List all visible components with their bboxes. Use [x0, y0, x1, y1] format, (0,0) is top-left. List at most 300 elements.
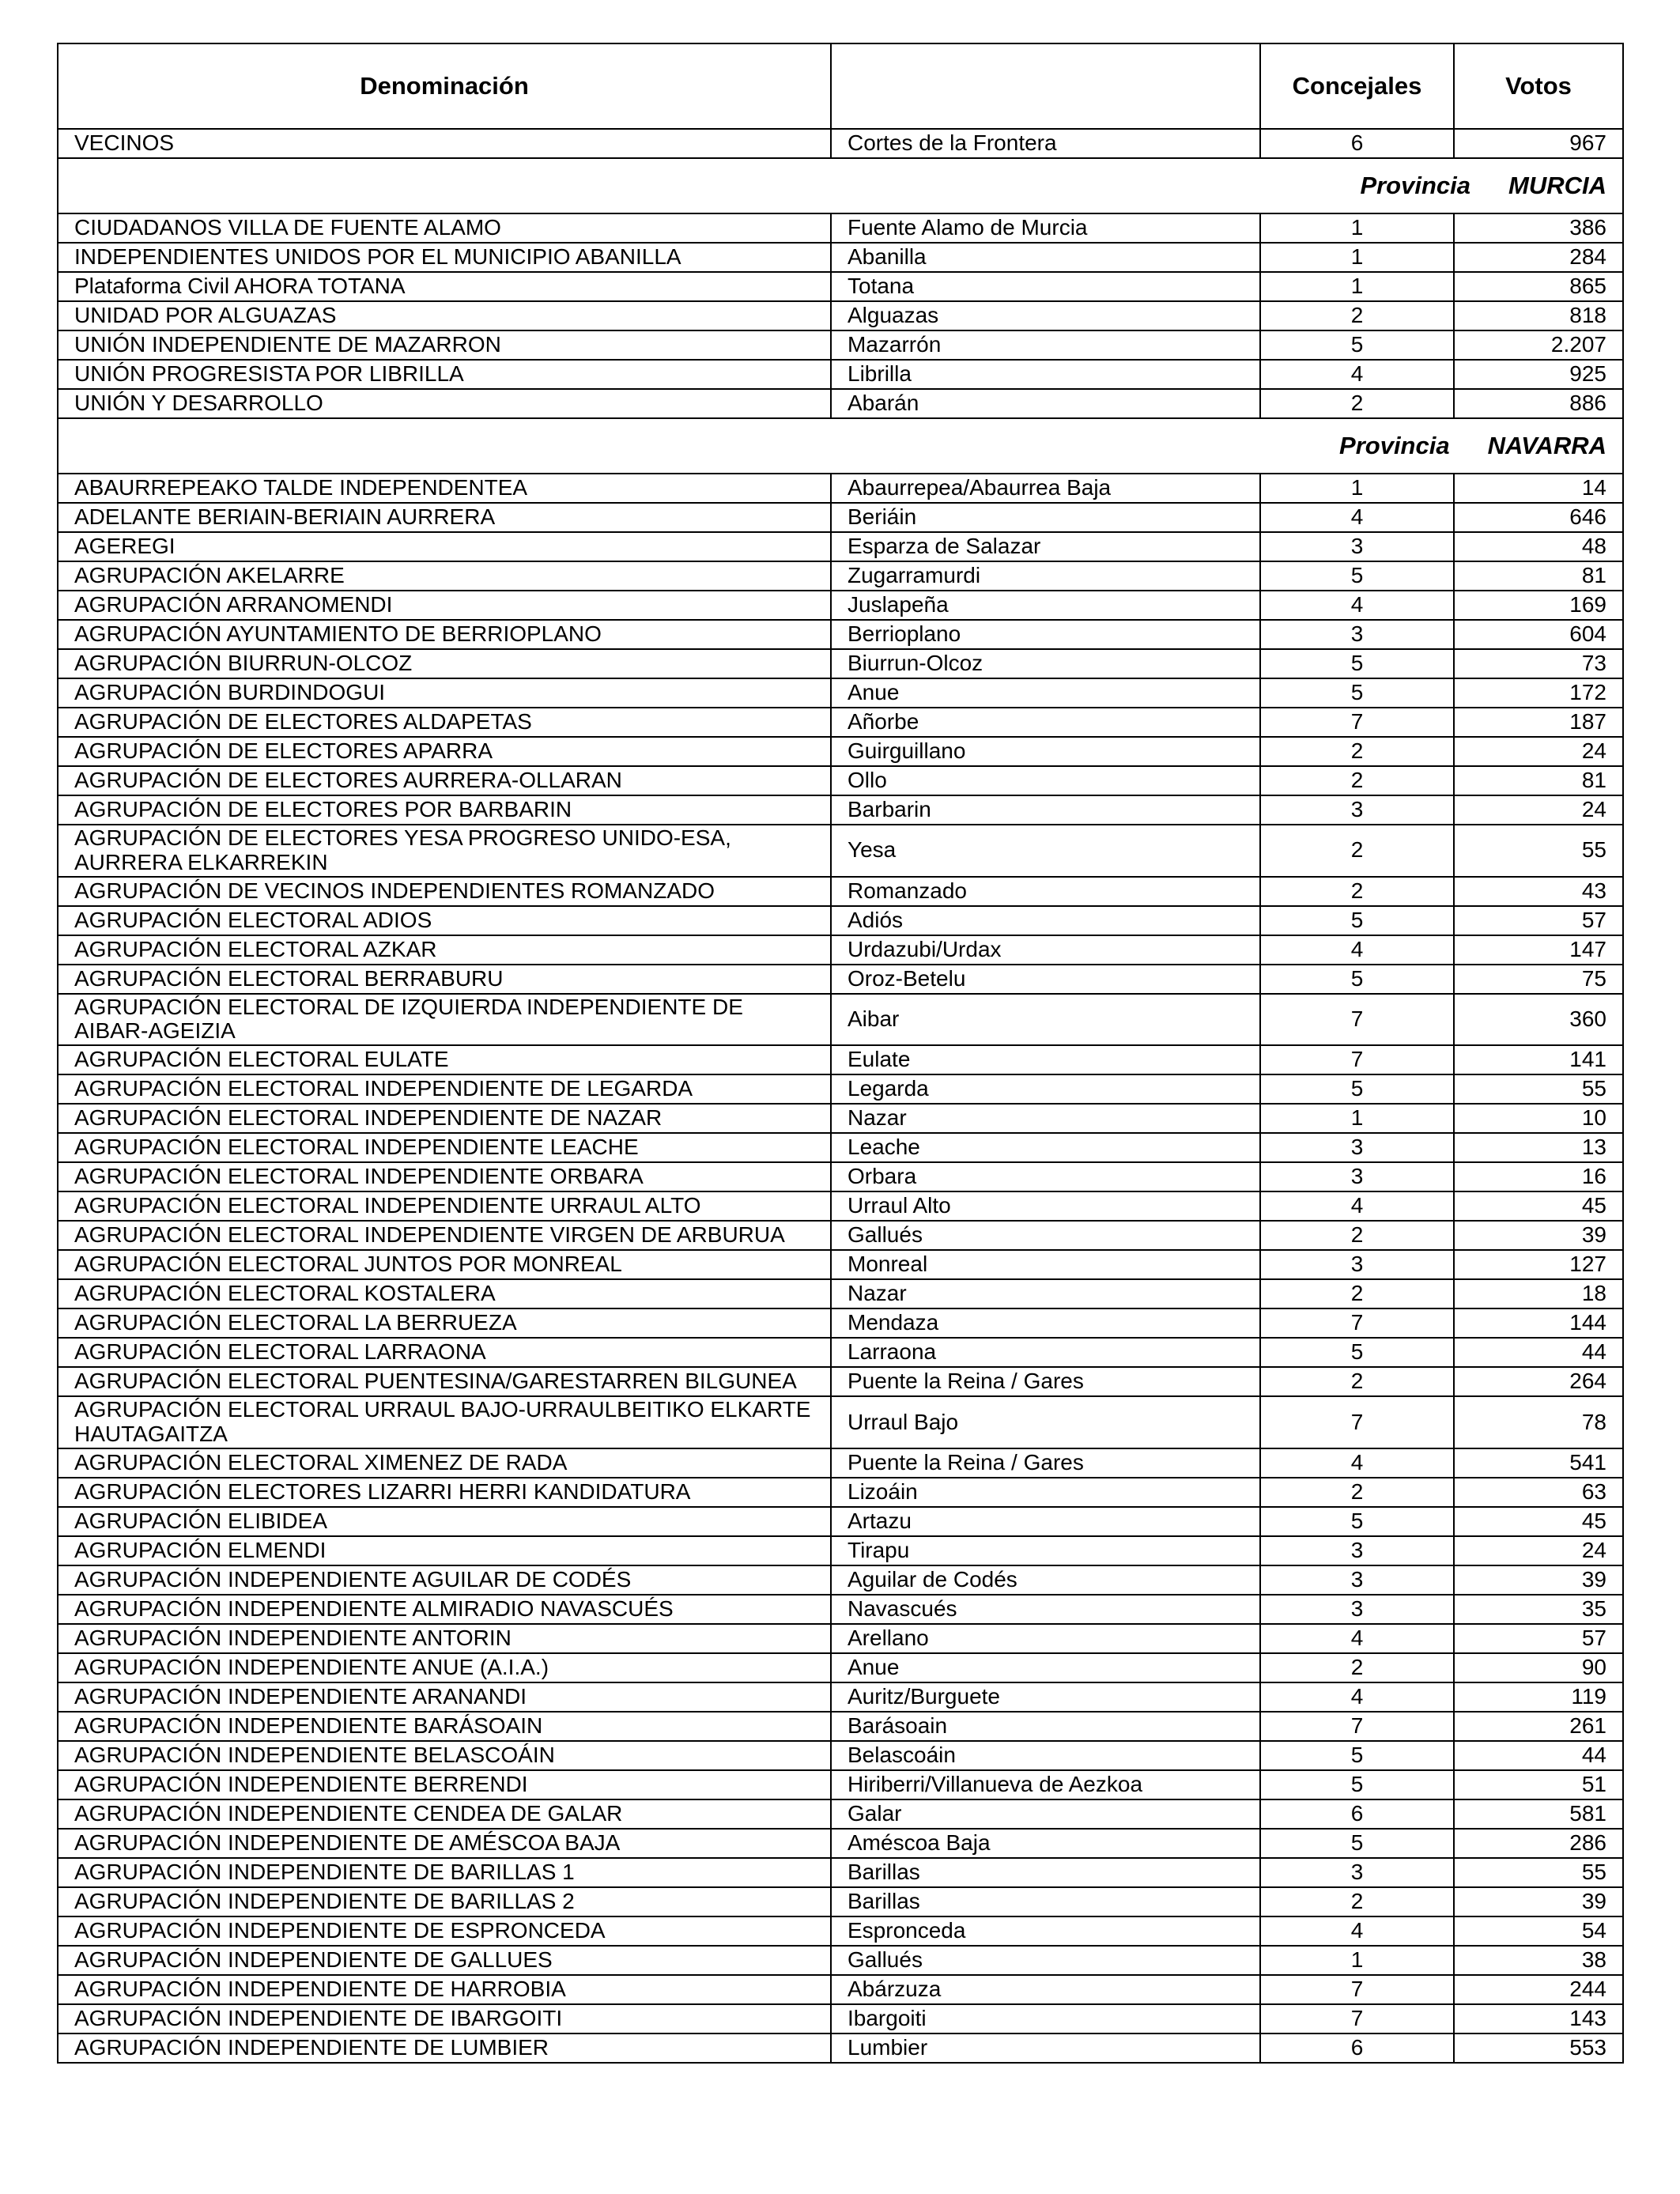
- councillors-cell: 5: [1260, 1770, 1454, 1799]
- votes-cell: 147: [1454, 935, 1623, 965]
- party-name-cell: UNIDAD POR ALGUAZAS: [58, 301, 831, 330]
- party-name-cell: AGRUPACIÓN ELMENDI: [58, 1536, 831, 1565]
- councillors-cell: 1: [1260, 1946, 1454, 1975]
- municipality-cell: Abárzuza: [831, 1975, 1260, 2004]
- party-name-cell: AGRUPACIÓN INDEPENDIENTE DE HARROBIA: [58, 1975, 831, 2004]
- table-row: [58, 532, 1623, 561]
- councillors-cell: 2: [1260, 1653, 1454, 1682]
- councillors-cell: 3: [1260, 1133, 1454, 1162]
- votes-cell: 10: [1454, 1104, 1623, 1133]
- votes-cell: 553: [1454, 2034, 1623, 2063]
- table-row: [58, 994, 1623, 1046]
- municipality-cell: Auritz/Burguete: [831, 1682, 1260, 1712]
- councillors-cell: 3: [1260, 1858, 1454, 1887]
- municipality-cell: Eulate: [831, 1045, 1260, 1074]
- councillors-cell: 2: [1260, 301, 1454, 330]
- councillors-cell: 1: [1260, 272, 1454, 301]
- party-name-cell: AGRUPACIÓN ELECTORAL INDEPENDIENTE ORBARA: [58, 1162, 831, 1191]
- table-row: [58, 389, 1623, 418]
- councillors-cell: 5: [1260, 330, 1454, 360]
- municipality-cell: Beriáin: [831, 503, 1260, 532]
- municipality-cell: Lizoáin: [831, 1478, 1260, 1507]
- table-row: [58, 1858, 1623, 1887]
- votes-cell: 48: [1454, 532, 1623, 561]
- councillors-cell: 5: [1260, 906, 1454, 935]
- table-row: [58, 1595, 1623, 1624]
- votes-cell: 18: [1454, 1279, 1623, 1308]
- table-body: [58, 129, 1623, 2063]
- party-name-cell: AGRUPACIÓN ELECTORAL KOSTALERA: [58, 1279, 831, 1308]
- table-row: [58, 2034, 1623, 2063]
- table-row: [58, 1191, 1623, 1221]
- municipality-cell: Oroz-Betelu: [831, 965, 1260, 994]
- party-name-cell: AGRUPACIÓN DE ELECTORES ALDAPETAS: [58, 708, 831, 737]
- party-name-cell: AGRUPACIÓN INDEPENDIENTE DE BARILLAS 2: [58, 1887, 831, 1916]
- votes-cell: 39: [1454, 1565, 1623, 1595]
- councillors-cell: 4: [1260, 935, 1454, 965]
- table-row: [58, 2004, 1623, 2034]
- table-row: [58, 1367, 1623, 1396]
- party-name-cell: AGRUPACIÓN INDEPENDIENTE DE IBARGOITI: [58, 2004, 831, 2034]
- municipality-cell: Larraona: [831, 1338, 1260, 1367]
- votes-cell: 81: [1454, 561, 1623, 591]
- municipality-cell: Librilla: [831, 360, 1260, 389]
- table-row: [58, 1104, 1623, 1133]
- councillors-cell: 7: [1260, 1045, 1454, 1074]
- table-row: [58, 1799, 1623, 1829]
- municipality-cell: Guirguillano: [831, 737, 1260, 766]
- party-name-cell: AGRUPACIÓN INDEPENDIENTE ALMIRADIO NAVASCUÉS: [58, 1595, 831, 1624]
- votes-cell: 57: [1454, 1624, 1623, 1653]
- votes-cell: 35: [1454, 1595, 1623, 1624]
- party-name-cell: AGRUPACIÓN DE ELECTORES AURRERA-OLLARAN: [58, 766, 831, 795]
- party-name-cell: AGRUPACIÓN INDEPENDIENTE AGUILAR DE CODÉS: [58, 1565, 831, 1595]
- header-denominacion: Denominación: [58, 43, 831, 129]
- province-row: [58, 418, 1623, 474]
- votes-cell: 75: [1454, 965, 1623, 994]
- votes-cell: 119: [1454, 1682, 1623, 1712]
- votes-cell: 54: [1454, 1916, 1623, 1946]
- councillors-cell: 5: [1260, 649, 1454, 678]
- municipality-cell: Abanilla: [831, 243, 1260, 272]
- votes-cell: 24: [1454, 737, 1623, 766]
- councillors-cell: 7: [1260, 994, 1454, 1046]
- votes-cell: 39: [1454, 1221, 1623, 1250]
- party-name-cell: AGEREGI: [58, 532, 831, 561]
- party-name-cell: AGRUPACIÓN ELECTORAL URRAUL BAJO-URRAULBEITIKO ELKARTE HAUTAGAITZA: [58, 1396, 831, 1448]
- party-name-cell: AGRUPACIÓN BURDINDOGUI: [58, 678, 831, 708]
- municipality-cell: Mendaza: [831, 1308, 1260, 1338]
- table-row: [58, 1624, 1623, 1653]
- table-row: [58, 708, 1623, 737]
- councillors-cell: 5: [1260, 1829, 1454, 1858]
- councillors-cell: 1: [1260, 243, 1454, 272]
- councillors-cell: 5: [1260, 678, 1454, 708]
- councillors-cell: 3: [1260, 532, 1454, 561]
- party-name-cell: AGRUPACIÓN AYUNTAMIENTO DE BERRIOPLANO: [58, 620, 831, 649]
- votes-cell: 172: [1454, 678, 1623, 708]
- municipality-cell: Barásoain: [831, 1712, 1260, 1741]
- councillors-cell: 4: [1260, 1624, 1454, 1653]
- table-row: [58, 591, 1623, 620]
- party-name-cell: AGRUPACIÓN AKELARRE: [58, 561, 831, 591]
- table-row: [58, 1829, 1623, 1858]
- header-municipio: [831, 43, 1260, 129]
- councillors-cell: 5: [1260, 1507, 1454, 1536]
- party-name-cell: UNIÓN PROGRESISTA POR LIBRILLA: [58, 360, 831, 389]
- votes-cell: 169: [1454, 591, 1623, 620]
- party-name-cell: AGRUPACIÓN INDEPENDIENTE DE BARILLAS 1: [58, 1858, 831, 1887]
- municipality-cell: Abarán: [831, 389, 1260, 418]
- votes-cell: 57: [1454, 906, 1623, 935]
- municipality-cell: Navascués: [831, 1595, 1260, 1624]
- table-row: [58, 935, 1623, 965]
- municipality-cell: Aguilar de Codés: [831, 1565, 1260, 1595]
- table-row: [58, 213, 1623, 243]
- votes-cell: 24: [1454, 1536, 1623, 1565]
- header-votos: Votos: [1454, 43, 1623, 129]
- table-row: [58, 503, 1623, 532]
- table-row: [58, 1338, 1623, 1367]
- table-row: [58, 1250, 1623, 1279]
- votes-cell: 13: [1454, 1133, 1623, 1162]
- table-row: [58, 906, 1623, 935]
- province-name: NAVARRA: [1487, 431, 1606, 459]
- municipality-cell: Yesa: [831, 825, 1260, 877]
- party-name-cell: AGRUPACIÓN INDEPENDIENTE ANUE (A.I.A.): [58, 1653, 831, 1682]
- councillors-cell: 5: [1260, 1741, 1454, 1770]
- municipality-cell: Tirapu: [831, 1536, 1260, 1565]
- party-name-cell: INDEPENDIENTES UNIDOS POR EL MUNICIPIO ABANILLA: [58, 243, 831, 272]
- votes-cell: 45: [1454, 1507, 1623, 1536]
- party-name-cell: AGRUPACIÓN INDEPENDIENTE ANTORIN: [58, 1624, 831, 1653]
- votes-cell: 14: [1454, 474, 1623, 503]
- councillors-cell: 3: [1260, 1162, 1454, 1191]
- councillors-cell: 2: [1260, 737, 1454, 766]
- party-name-cell: ADELANTE BERIAIN-BERIAIN AURRERA: [58, 503, 831, 532]
- table-row: [58, 474, 1623, 503]
- councillors-cell: 3: [1260, 1250, 1454, 1279]
- councillors-cell: 2: [1260, 1367, 1454, 1396]
- votes-cell: 2.207: [1454, 330, 1623, 360]
- municipality-cell: Totana: [831, 272, 1260, 301]
- votes-cell: 386: [1454, 213, 1623, 243]
- table-row: [58, 1565, 1623, 1595]
- party-name-cell: AGRUPACIÓN ELECTORAL AZKAR: [58, 935, 831, 965]
- party-name-cell: AGRUPACIÓN DE ELECTORES POR BARBARIN: [58, 795, 831, 825]
- municipality-cell: Abaurrepea/Abaurrea Baja: [831, 474, 1260, 503]
- party-name-cell: AGRUPACIÓN ELECTORAL INDEPENDIENTE DE NAZAR: [58, 1104, 831, 1133]
- table-row: [58, 1448, 1623, 1478]
- votes-cell: 73: [1454, 649, 1623, 678]
- municipality-cell: Ibargoiti: [831, 2004, 1260, 2034]
- municipality-cell: Leache: [831, 1133, 1260, 1162]
- councillors-cell: 2: [1260, 389, 1454, 418]
- municipality-cell: Romanzado: [831, 877, 1260, 906]
- votes-cell: 581: [1454, 1799, 1623, 1829]
- table-row: [58, 1133, 1623, 1162]
- councillors-cell: 2: [1260, 1279, 1454, 1308]
- party-name-cell: AGRUPACIÓN INDEPENDIENTE DE AMÉSCOA BAJA: [58, 1829, 831, 1858]
- municipality-cell: Améscoa Baja: [831, 1829, 1260, 1858]
- municipality-cell: Arellano: [831, 1624, 1260, 1653]
- municipality-cell: Adiós: [831, 906, 1260, 935]
- municipality-cell: Legarda: [831, 1074, 1260, 1104]
- municipality-cell: Fuente Alamo de Murcia: [831, 213, 1260, 243]
- councillors-cell: 4: [1260, 1191, 1454, 1221]
- municipality-cell: Juslapeña: [831, 591, 1260, 620]
- table-row: [58, 1653, 1623, 1682]
- votes-cell: 16: [1454, 1162, 1623, 1191]
- table-row: [58, 678, 1623, 708]
- party-name-cell: AGRUPACIÓN DE ELECTORES APARRA: [58, 737, 831, 766]
- table-row: [58, 1045, 1623, 1074]
- votes-cell: 967: [1454, 129, 1623, 158]
- councillors-cell: 2: [1260, 825, 1454, 877]
- councillors-cell: 7: [1260, 1975, 1454, 2004]
- party-name-cell: AGRUPACIÓN INDEPENDIENTE DE ESPRONCEDA: [58, 1916, 831, 1946]
- municipality-cell: Puente la Reina / Gares: [831, 1448, 1260, 1478]
- table-row: [58, 795, 1623, 825]
- votes-cell: 127: [1454, 1250, 1623, 1279]
- councillors-cell: 7: [1260, 1308, 1454, 1338]
- municipality-cell: Urraul Bajo: [831, 1396, 1260, 1448]
- party-name-cell: AGRUPACIÓN ELECTORAL INDEPENDIENTE DE LEGARDA: [58, 1074, 831, 1104]
- votes-cell: 45: [1454, 1191, 1623, 1221]
- municipality-cell: Urraul Alto: [831, 1191, 1260, 1221]
- municipality-cell: Zugarramurdi: [831, 561, 1260, 591]
- party-name-cell: VECINOS: [58, 129, 831, 158]
- results-table: [57, 43, 1624, 2064]
- party-name-cell: AGRUPACIÓN ELECTORAL BERRABURU: [58, 965, 831, 994]
- votes-cell: 818: [1454, 301, 1623, 330]
- municipality-cell: Barbarin: [831, 795, 1260, 825]
- councillors-cell: 4: [1260, 1916, 1454, 1946]
- table-row: [58, 1162, 1623, 1191]
- party-name-cell: AGRUPACIÓN ELECTORAL ADIOS: [58, 906, 831, 935]
- table-row: [58, 1279, 1623, 1308]
- municipality-cell: Anue: [831, 678, 1260, 708]
- table-row: [58, 1770, 1623, 1799]
- councillors-cell: 1: [1260, 213, 1454, 243]
- votes-cell: 244: [1454, 1975, 1623, 2004]
- municipality-cell: Galar: [831, 1799, 1260, 1829]
- table-row: [58, 330, 1623, 360]
- party-name-cell: AGRUPACIÓN DE VECINOS INDEPENDIENTES ROMANZADO: [58, 877, 831, 906]
- municipality-cell: Barillas: [831, 1858, 1260, 1887]
- province-row: [58, 158, 1623, 213]
- party-name-cell: AGRUPACIÓN ELECTORAL PUENTESINA/GARESTARREN BILGUNEA: [58, 1367, 831, 1396]
- councillors-cell: 7: [1260, 2004, 1454, 2034]
- party-name-cell: AGRUPACIÓN ELECTORAL EULATE: [58, 1045, 831, 1074]
- municipality-cell: Monreal: [831, 1250, 1260, 1279]
- table-row: [58, 825, 1623, 877]
- votes-cell: 264: [1454, 1367, 1623, 1396]
- party-name-cell: Plataforma Civil AHORA TOTANA: [58, 272, 831, 301]
- table-row: [58, 1975, 1623, 2004]
- table-row: [58, 737, 1623, 766]
- party-name-cell: AGRUPACIÓN ELECTORAL LA BERRUEZA: [58, 1308, 831, 1338]
- table-row: [58, 243, 1623, 272]
- councillors-cell: 7: [1260, 708, 1454, 737]
- party-name-cell: AGRUPACIÓN ELECTORES LIZARRI HERRI KANDIDATURA: [58, 1478, 831, 1507]
- table-row: [58, 1074, 1623, 1104]
- table-row: [58, 965, 1623, 994]
- party-name-cell: AGRUPACIÓN INDEPENDIENTE BELASCOÁIN: [58, 1741, 831, 1770]
- municipality-cell: Belascoáin: [831, 1741, 1260, 1770]
- table-row: [58, 649, 1623, 678]
- party-name-cell: UNIÓN INDEPENDIENTE DE MAZARRON: [58, 330, 831, 360]
- councillors-cell: 1: [1260, 1104, 1454, 1133]
- votes-cell: 646: [1454, 503, 1623, 532]
- party-name-cell: AGRUPACIÓN INDEPENDIENTE DE GALLUES: [58, 1946, 831, 1975]
- councillors-cell: 5: [1260, 561, 1454, 591]
- municipality-cell: Ollo: [831, 766, 1260, 795]
- councillors-cell: 2: [1260, 766, 1454, 795]
- municipality-cell: Biurrun-Olcoz: [831, 649, 1260, 678]
- table-row: [58, 1682, 1623, 1712]
- party-name-cell: ABAURREPEAKO TALDE INDEPENDENTEA: [58, 474, 831, 503]
- table-row: [58, 1507, 1623, 1536]
- municipality-cell: Urdazubi/Urdax: [831, 935, 1260, 965]
- votes-cell: 360: [1454, 994, 1623, 1046]
- party-name-cell: AGRUPACIÓN INDEPENDIENTE DE LUMBIER: [58, 2034, 831, 2063]
- councillors-cell: 7: [1260, 1712, 1454, 1741]
- municipality-cell: Añorbe: [831, 708, 1260, 737]
- councillors-cell: 5: [1260, 965, 1454, 994]
- party-name-cell: AGRUPACIÓN ELECTORAL INDEPENDIENTE LEACHE: [58, 1133, 831, 1162]
- councillors-cell: 4: [1260, 360, 1454, 389]
- councillors-cell: 4: [1260, 591, 1454, 620]
- councillors-cell: 3: [1260, 795, 1454, 825]
- table-row: [58, 1221, 1623, 1250]
- province-heading: [58, 418, 1623, 474]
- party-name-cell: AGRUPACIÓN INDEPENDIENTE BERRENDI: [58, 1770, 831, 1799]
- votes-cell: 144: [1454, 1308, 1623, 1338]
- votes-cell: 925: [1454, 360, 1623, 389]
- councillors-cell: 4: [1260, 1682, 1454, 1712]
- province-label: Provincia: [1339, 431, 1450, 459]
- votes-cell: 886: [1454, 389, 1623, 418]
- table-row: [58, 1478, 1623, 1507]
- municipality-cell: Aibar: [831, 994, 1260, 1046]
- municipality-cell: Lumbier: [831, 2034, 1260, 2063]
- votes-cell: 43: [1454, 877, 1623, 906]
- party-name-cell: AGRUPACIÓN ARRANOMENDI: [58, 591, 831, 620]
- votes-cell: 81: [1454, 766, 1623, 795]
- councillors-cell: 2: [1260, 1221, 1454, 1250]
- table-row: [58, 1916, 1623, 1946]
- party-name-cell: AGRUPACIÓN ELECTORAL JUNTOS POR MONREAL: [58, 1250, 831, 1279]
- party-name-cell: AGRUPACIÓN INDEPENDIENTE ARANANDI: [58, 1682, 831, 1712]
- votes-cell: 541: [1454, 1448, 1623, 1478]
- table-row: [58, 877, 1623, 906]
- votes-cell: 39: [1454, 1887, 1623, 1916]
- councillors-cell: 6: [1260, 129, 1454, 158]
- party-name-cell: AGRUPACIÓN BIURRUN-OLCOZ: [58, 649, 831, 678]
- votes-cell: 44: [1454, 1741, 1623, 1770]
- councillors-cell: 3: [1260, 620, 1454, 649]
- councillors-cell: 3: [1260, 1595, 1454, 1624]
- votes-cell: 55: [1454, 825, 1623, 877]
- municipality-cell: Hiriberri/Villanueva de Aezkoa: [831, 1770, 1260, 1799]
- table-row: [58, 620, 1623, 649]
- municipality-cell: Nazar: [831, 1104, 1260, 1133]
- votes-cell: 143: [1454, 2004, 1623, 2034]
- party-name-cell: AGRUPACIÓN DE ELECTORES YESA PROGRESO UNIDO-ESA, AURRERA ELKARREKIN: [58, 825, 831, 877]
- table-header: [58, 43, 1623, 129]
- table-row: [58, 1536, 1623, 1565]
- votes-cell: 55: [1454, 1074, 1623, 1104]
- municipality-cell: Cortes de la Frontera: [831, 129, 1260, 158]
- votes-cell: 90: [1454, 1653, 1623, 1682]
- table-row: [58, 129, 1623, 158]
- municipality-cell: Alguazas: [831, 301, 1260, 330]
- table-row: [58, 1396, 1623, 1448]
- municipality-cell: Barillas: [831, 1887, 1260, 1916]
- votes-cell: 51: [1454, 1770, 1623, 1799]
- municipality-cell: Nazar: [831, 1279, 1260, 1308]
- councillors-cell: 3: [1260, 1536, 1454, 1565]
- councillors-cell: 6: [1260, 2034, 1454, 2063]
- table-row: [58, 272, 1623, 301]
- table-row: [58, 1946, 1623, 1975]
- municipality-cell: Anue: [831, 1653, 1260, 1682]
- councillors-cell: 4: [1260, 1448, 1454, 1478]
- province-heading: [58, 158, 1623, 213]
- councillors-cell: 5: [1260, 1338, 1454, 1367]
- councillors-cell: 4: [1260, 503, 1454, 532]
- table-row: [58, 301, 1623, 330]
- party-name-cell: AGRUPACIÓN ELECTORAL DE IZQUIERDA INDEPENDIENTE DE AIBAR-AGEIZIA: [58, 994, 831, 1046]
- votes-cell: 284: [1454, 243, 1623, 272]
- municipality-cell: Gallués: [831, 1221, 1260, 1250]
- votes-cell: 286: [1454, 1829, 1623, 1858]
- party-name-cell: AGRUPACIÓN ELIBIDEA: [58, 1507, 831, 1536]
- votes-cell: 38: [1454, 1946, 1623, 1975]
- votes-cell: 261: [1454, 1712, 1623, 1741]
- table-row: [58, 1712, 1623, 1741]
- municipality-cell: Mazarrón: [831, 330, 1260, 360]
- table-row: [58, 1308, 1623, 1338]
- municipality-cell: Puente la Reina / Gares: [831, 1367, 1260, 1396]
- party-name-cell: AGRUPACIÓN ELECTORAL LARRAONA: [58, 1338, 831, 1367]
- municipality-cell: Esparza de Salazar: [831, 532, 1260, 561]
- councillors-cell: 3: [1260, 1565, 1454, 1595]
- table-row: [58, 766, 1623, 795]
- councillors-cell: 7: [1260, 1396, 1454, 1448]
- province-label: Provincia: [1360, 171, 1470, 199]
- votes-cell: 865: [1454, 272, 1623, 301]
- councillors-cell: 2: [1260, 1887, 1454, 1916]
- header-concejales: Concejales: [1260, 43, 1454, 129]
- votes-cell: 604: [1454, 620, 1623, 649]
- party-name-cell: AGRUPACIÓN INDEPENDIENTE CENDEA DE GALAR: [58, 1799, 831, 1829]
- votes-cell: 78: [1454, 1396, 1623, 1448]
- votes-cell: 44: [1454, 1338, 1623, 1367]
- party-name-cell: CIUDADANOS VILLA DE FUENTE ALAMO: [58, 213, 831, 243]
- municipality-cell: Orbara: [831, 1162, 1260, 1191]
- municipality-cell: Berrioplano: [831, 620, 1260, 649]
- votes-cell: 141: [1454, 1045, 1623, 1074]
- party-name-cell: AGRUPACIÓN ELECTORAL INDEPENDIENTE VIRGEN DE ARBURUA: [58, 1221, 831, 1250]
- votes-cell: 55: [1454, 1858, 1623, 1887]
- table-row: [58, 1887, 1623, 1916]
- table-row: [58, 1741, 1623, 1770]
- province-name: MURCIA: [1508, 171, 1606, 199]
- party-name-cell: AGRUPACIÓN ELECTORAL INDEPENDIENTE URRAUL ALTO: [58, 1191, 831, 1221]
- councillors-cell: 5: [1260, 1074, 1454, 1104]
